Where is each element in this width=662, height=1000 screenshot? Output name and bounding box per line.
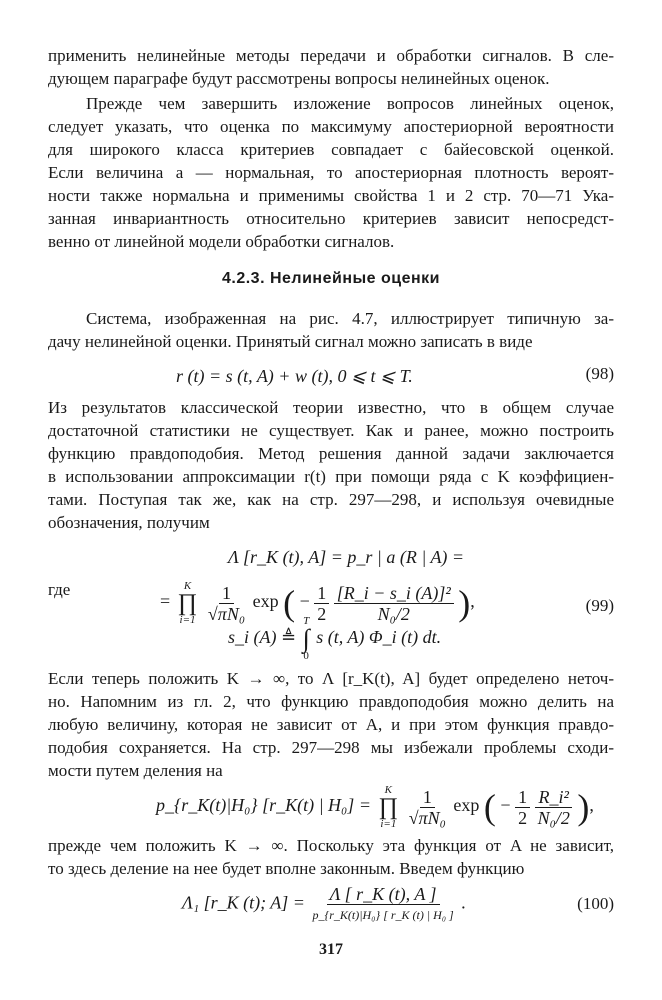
page-number: 317 [319, 941, 343, 958]
section-heading: 4.2.3. Нелинейные оценки [221, 270, 440, 287]
text-line: достаточной статистики не существует. Как и ранее, можно построить [48, 421, 614, 440]
equation-number-98: (98) [585, 364, 614, 383]
equation-100: Λ₁ [r_K (t); A] = $\frac{\Lambda [ r\_K (t), A ]}{\text{p\_\{r\_K(t)|H₀\} [ r\_K (t) | H₀ ]}}$ . [182, 884, 466, 925]
text-line: в использовании аппроксимации r(t) при помощи ряда с K коэффициен- [48, 467, 614, 486]
fraction: $\frac{1}{2}$ [515, 787, 530, 828]
text-line: любую величину, которая не зависит от A, и при этом функция правдо- [48, 715, 614, 734]
text-line: Система, изображенная на рис. 4.7, иллюстрирует типичную за- [86, 309, 614, 328]
fraction: $\frac{\Lambda [ r\_K (t), A ]}{\text{p\_\{r\_K(t)|H₀\} [ r\_K (t) | H₀ ]}}$ [312, 884, 454, 922]
text-line: ности также нормальна и применимы свойства 1 и 2 стр. 70—71 Ука- [48, 186, 614, 205]
equation-number-99: (99) [585, 596, 614, 615]
fraction: $\frac{1}{\text{√πN₀}}$ [408, 786, 446, 828]
product-symbol: K ∏ i=1 [378, 784, 399, 830]
text-line: мости путем деления на [48, 761, 223, 780]
text-line: то здесь деление на нее будет вполне законным. Введем функцию [48, 859, 525, 878]
text-line: для широкого класса критериев совпадает с байесовской оценкой. [48, 140, 614, 159]
text-line: Если величина a — нормальная, то апостериорная плотность вероят- [48, 163, 614, 182]
text-line: подобия сохраняется. На стр. 297—298 мы избежали проблемы сходи- [48, 738, 614, 757]
equation-si: s_i (A) ≜ T ∫ 0 s (t, A) Φ_i (t) dt. [228, 615, 442, 662]
fraction: $\frac{\text{[R\_i − s\_i (A)]²}}{\text{N₀/2}}$ [334, 583, 454, 624]
equation-p: p_{r_K(t)|H₀} [r_K(t) | H₀] = K ∏ i=1 $\frac{1}{\text{√πN₀}}$ exp ( − $\frac{1}{2}$ $\frac{\text{R\_i²}}{\text{N₀/2}}$ ), [156, 784, 594, 830]
text-line: Из результатов классической теории известно, что в общем случае [48, 398, 614, 417]
text-line: применить нелинейные методы передачи и обработки сигналов. В сле- [48, 46, 614, 65]
fraction: $\frac{1}{2}$ [314, 583, 329, 624]
text-line: прежде чем положить K → ∞. Поскольку эта функция от A не зависит, [48, 836, 614, 855]
text-line: занная инвариантность относительно критериев зависит непосредст- [48, 209, 614, 228]
fraction: $\frac{\text{R\_i²}}{\text{N₀/2}}$ [535, 787, 573, 828]
text-line: венно от линейной модели обработки сигналов. [48, 232, 395, 251]
text-line: Если теперь положить K → ∞, то Λ [r_K(t), A] будет определено неточ- [48, 669, 614, 688]
equation-99-line2: = K ∏ i=1 $\frac{1}{\text{√πN₀}}$ exp ( − $\frac{1}{2}$ $\frac{\text{[R\_i − s\_i (A)]²}}{\text{N₀/2}}$ ), [160, 580, 475, 626]
integral-symbol: T ∫ 0 [302, 615, 310, 662]
where-label: где [48, 580, 71, 599]
product-symbol: K ∏ i=1 [177, 580, 198, 626]
text-line: тами. Поступая так же, как на стр. 297—298, и используя очевидные [48, 490, 614, 509]
text-line: следует указать, что оценка по максимуму апостериорной вероятности [48, 117, 614, 136]
text-line: Прежде чем завершить изложение вопросов линейных оценок, [86, 94, 614, 113]
text-line: обозначения, получим [48, 513, 210, 532]
text-line: но. Напомним из гл. 2, что функцию правдоподобия можно делить на [48, 692, 614, 711]
equation-99-line1: Λ [r_K (t), A] = p_r | a (R | A) = [228, 547, 465, 567]
equation-98: r (t) = s (t, A) + w (t), 0 ⩽ t ⩽ T. [176, 366, 413, 386]
text-line: функцию правдоподобия. Метод решения данной задачи заключается [48, 444, 614, 463]
fraction: $\frac{1}{\text{√πN₀}}$ [207, 582, 246, 624]
equation-number-100: (100) [577, 894, 614, 913]
text-line: дачу нелинейной оценки. Принятый сигнал можно записать в виде [48, 332, 533, 351]
text-line: дующем параграфе будут рассмотрены вопросы нелинейных оценок. [48, 69, 550, 88]
